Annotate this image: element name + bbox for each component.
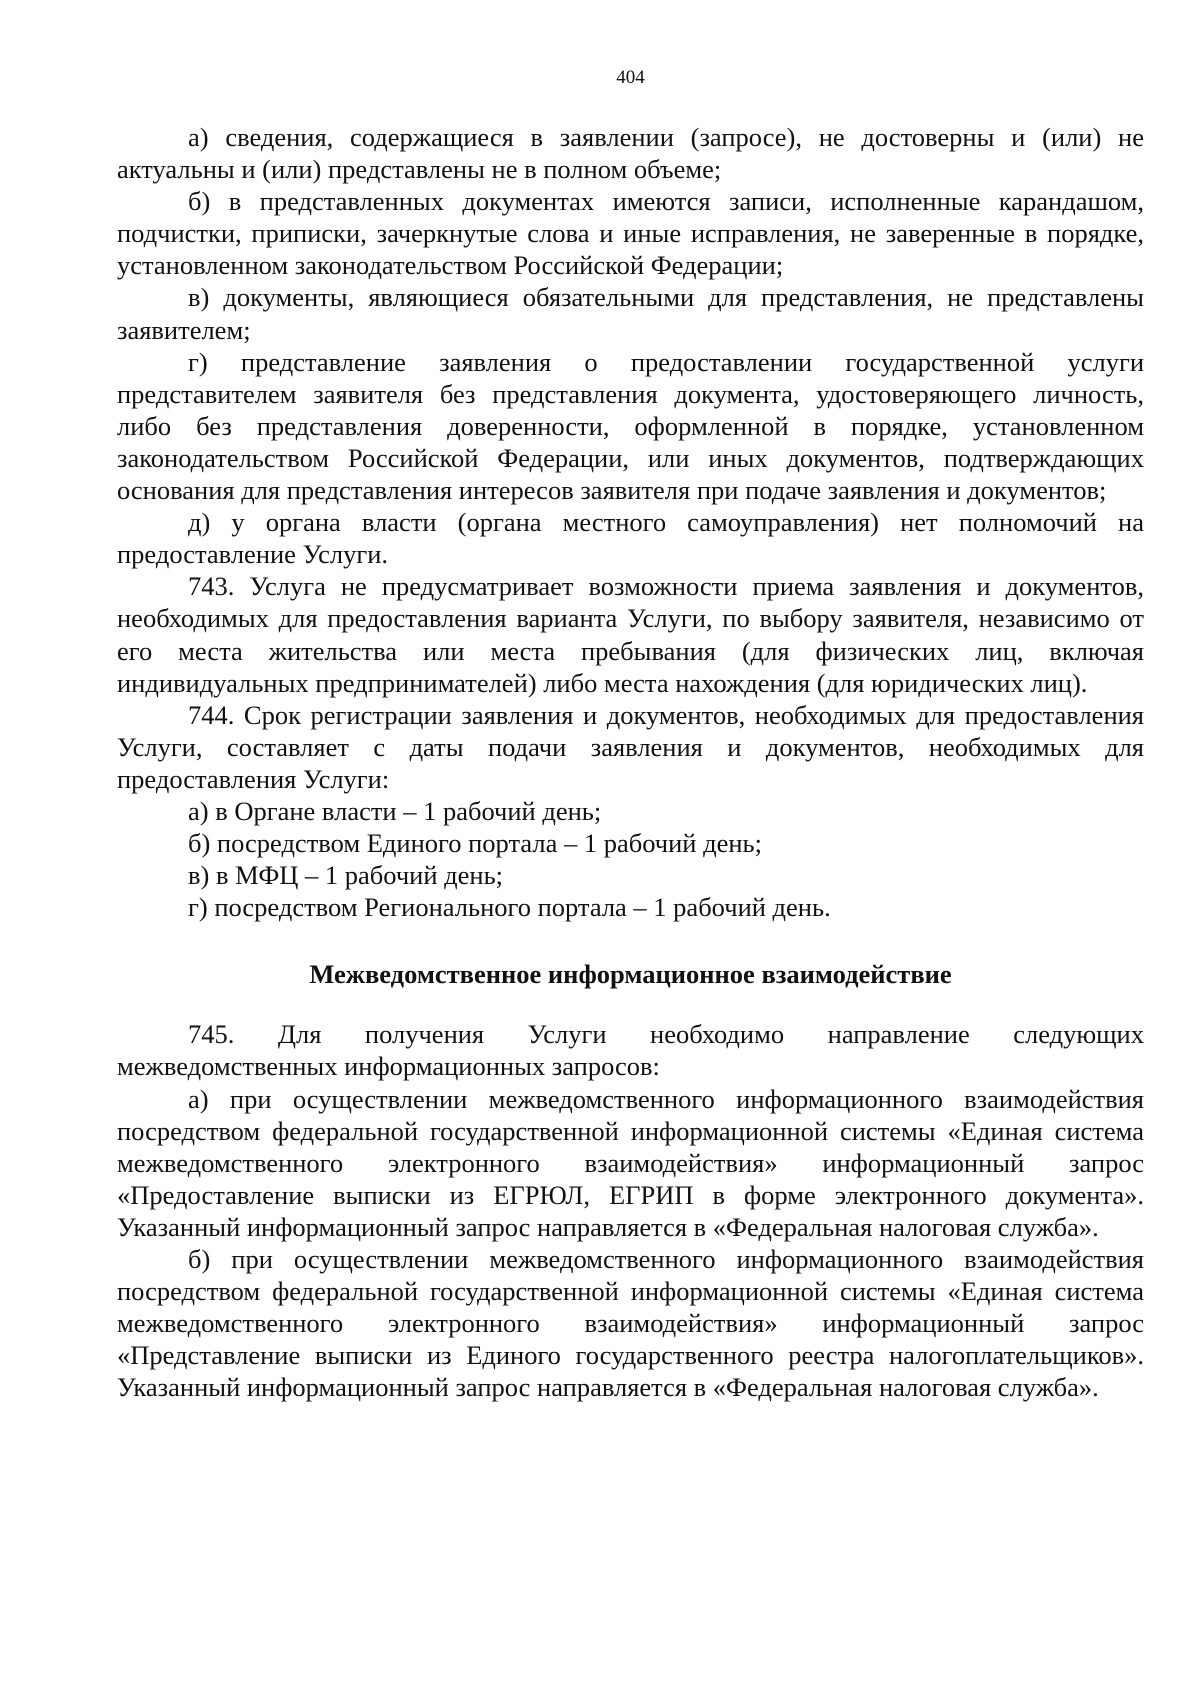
spacer bbox=[117, 990, 1144, 1018]
paragraph-745-item-a: а) при осуществлении межведомственного информационного взаимодействия посредством федеральной государственной информационной системы «Единая система межведомственного электронного взаимодействия» информационный запрос «Предоставление выписки из ЕГРЮЛ, ЕГРИП в форме электронного документа». Указанный информационный запрос направляется в «Федеральная налоговая служба». bbox=[117, 1083, 1144, 1242]
paragraph-745-item-b: б) при осуществлении межведомственного информационного взаимодействия посредством федеральной государственной информационной системы «Единая система межведомственного электронного взаимодействия» информационный запрос «Представление выписки из Единого государственного реестра налогоплательщиков». Указанный информационный запрос направляется в «Федеральная налоговая служба». bbox=[117, 1244, 1144, 1403]
paragraph-745: 745. Для получения Услуги необходимо направление следующих межведомственных информационных запросов: bbox=[117, 1019, 1144, 1082]
page-number: 404 bbox=[616, 67, 645, 88]
document-content bbox=[117, 121, 1144, 1403]
list-item-g: г) посредством Регионального портала – 1 рабочий день. bbox=[188, 892, 831, 923]
list-item-b: б) посредством Единого портала – 1 рабочий день; bbox=[188, 828, 762, 859]
section-heading: Межведомственное информационное взаимодействие bbox=[309, 959, 952, 990]
list-item-a: а) в Органе власти – 1 рабочий день; bbox=[188, 795, 602, 826]
paragraph-743: 743. Услуга не предусматривает возможности приема заявления и документов, необходимых для предоставления варианта Услуги, по выбору заявителя, независимо от его места жительства или места пребывания (для физических лиц, включая индивидуальных предпринимателей) либо места нахождения (для юридических лиц). bbox=[117, 571, 1144, 698]
list-item-v: в) в МФЦ – 1 рабочий день; bbox=[188, 860, 504, 891]
paragraph-item-g: г) представление заявления о предоставлении государственной услуги представителем заявителя без представления документа, удостоверяющего личность, либо без представления доверенности, оформленной в порядке, установленном законодательством Российской Федерации, или иных документов, подтверждающих основания для представления интересов заявителя при подаче заявления и документов; bbox=[117, 346, 1144, 506]
paragraph-item-v: в) документы, являющиеся обязательными для представления, не представлены заявителем; bbox=[117, 282, 1144, 345]
paragraph-item-b: б) в представленных документах имеются записи, исполненные карандашом, подчистки, приписки, зачеркнутые слова и иные исправления, не заверенные в порядке, установленном законодательством Российской Федерации; bbox=[117, 186, 1144, 281]
paragraph-item-a: а) сведения, содержащиеся в заявлении (запросе), не достоверны и (или) не актуальны и (или) представлены не в полном объеме; bbox=[117, 122, 1144, 185]
document-page bbox=[117, 0, 1144, 1697]
paragraph-item-d: д) у органа власти (органа местного самоуправления) нет полномочий на предоставление Услуги. bbox=[117, 507, 1144, 570]
paragraph-744: 744. Срок регистрации заявления и документов, необходимых для предоставления Услуги, составляет с даты подачи заявления и документов, необходимых для предоставления Услуги: bbox=[117, 699, 1144, 794]
spacer bbox=[117, 923, 1144, 958]
